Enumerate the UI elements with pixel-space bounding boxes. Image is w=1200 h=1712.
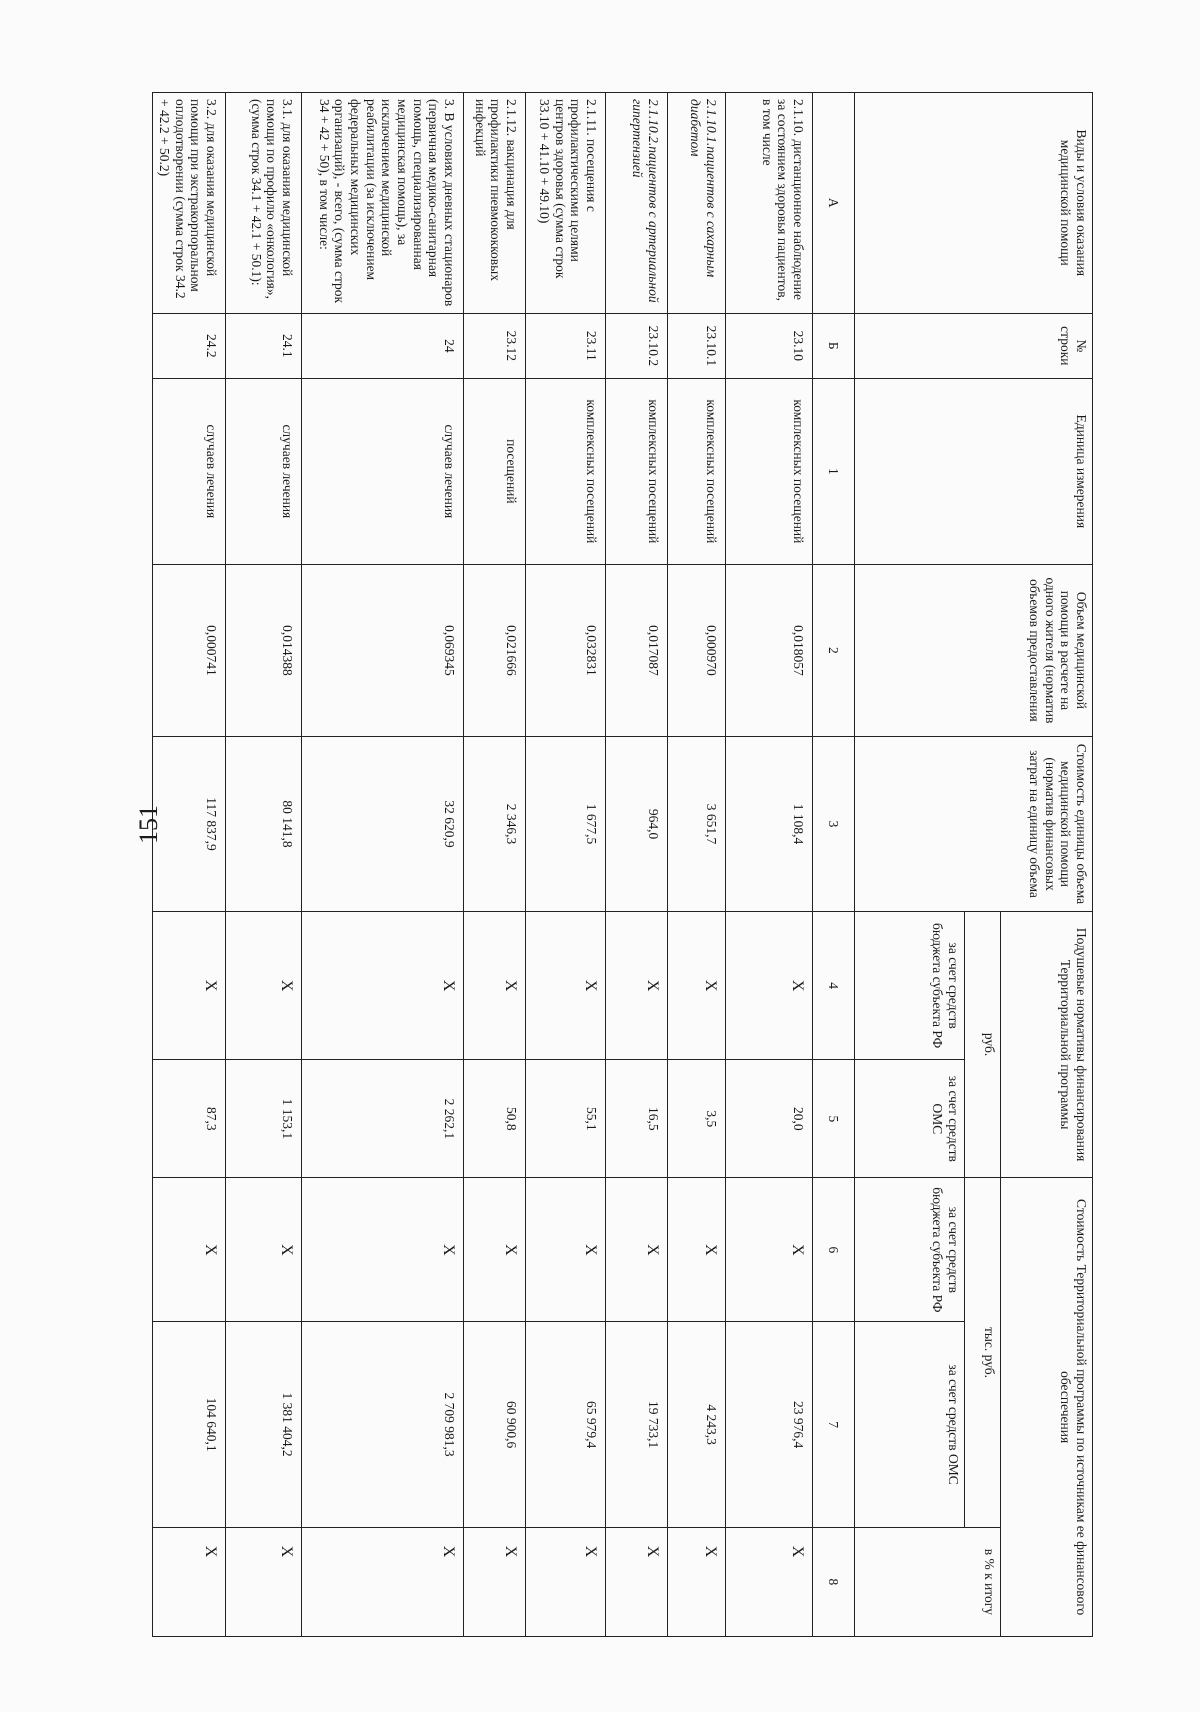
header-oms-cost: за счет средств ОМС xyxy=(855,1322,965,1527)
row-unit: случаев лечения xyxy=(302,379,464,565)
row-oms-norm: 55,1 xyxy=(526,1060,606,1178)
row-number: 23.10.2 xyxy=(606,313,668,379)
row-unit: комплексных посещений xyxy=(606,379,668,565)
column-number: 5 xyxy=(813,1060,855,1178)
row-volume: 0,000970 xyxy=(668,564,726,737)
column-number: 8 xyxy=(813,1527,855,1636)
row-oms-norm: 2 262,1 xyxy=(302,1060,464,1178)
row-number: 23.12 xyxy=(464,313,526,379)
row-percent: X xyxy=(153,1527,226,1636)
column-number: 6 xyxy=(813,1178,855,1322)
header-unit-cost: Стоимость единицы объема медицинской помощи (норматив финансовых затрат на единицу объема xyxy=(855,737,1093,912)
row-number: 23.10 xyxy=(726,313,813,379)
header-unit: Единица измерения xyxy=(855,379,1093,565)
table-row xyxy=(153,93,226,1637)
header-row-no: № строки xyxy=(855,313,1093,379)
row-percent: X xyxy=(606,1527,668,1636)
row-oms-norm: 3,5 xyxy=(668,1060,726,1178)
header-unit-thousand-rub: тыс. руб. xyxy=(965,1178,1001,1527)
row-name: 2.1.10.1.пациентов с сахарным диабетом xyxy=(668,93,726,314)
row-unit-cost: 1 108,4 xyxy=(726,737,813,912)
row-name: 2.1.10.2.пациентов с артериальной гипертензией xyxy=(606,93,668,314)
header-budget-cost: за счет средств бюджета субъекта РФ xyxy=(855,1178,965,1322)
row-name: 2.1.10. дистанционное наблюдение за состоянием здоровья пациентов, в том числе xyxy=(726,93,813,314)
row-unit: комплексных посещений xyxy=(726,379,813,565)
row-oms-cost: 65 979,4 xyxy=(526,1322,606,1527)
row-percent: X xyxy=(464,1527,526,1636)
table-row xyxy=(302,93,464,1637)
row-percent: X xyxy=(226,1527,302,1636)
table-row xyxy=(464,93,526,1637)
row-name: 3.1. для оказания медицинской помощи по профилю «онкология», (сумма строк 34.1 + 42.1 + 50.1): xyxy=(226,93,302,314)
row-budget-cost: X xyxy=(606,1178,668,1322)
header-volume: Объем медицинской помощи в расчете на одного жителя (норматив объемов предоставления xyxy=(855,564,1093,737)
column-number: 1 xyxy=(813,379,855,565)
row-name: 3. В условиях дневных стационаров (первичная медико-санитарная помощь, специализированная медицинская помощь), за исключением медицинской реабилитации (за исключением федеральных медицинских организаций), - всего, (сумма строк 34 + 42 + 50), в том числе: xyxy=(302,93,464,314)
row-budget-norm: X xyxy=(153,911,226,1059)
table-row xyxy=(606,93,668,1637)
row-unit-cost: 2 346,3 xyxy=(464,737,526,912)
row-budget-cost: X xyxy=(464,1178,526,1322)
row-budget-norm: X xyxy=(302,911,464,1059)
row-unit-cost: 1 677,5 xyxy=(526,737,606,912)
row-unit-cost: 3 651,7 xyxy=(668,737,726,912)
row-oms-norm: 16,5 xyxy=(606,1060,668,1178)
header-budget-norm: за счет средств бюджета субъекта РФ xyxy=(855,911,965,1059)
header-per-capita-group: Подушевые нормативы финансирования Территориальной программы xyxy=(1001,911,1093,1177)
row-oms-norm: 87,3 xyxy=(153,1060,226,1178)
column-number: 4 xyxy=(813,911,855,1059)
row-number: 24 xyxy=(302,313,464,379)
row-oms-norm: 50,8 xyxy=(464,1060,526,1178)
table-row xyxy=(668,93,726,1637)
header-program-cost-group: Стоимость Территориальной программы по источникам ее финансового обеспечения xyxy=(1001,1178,1093,1637)
row-budget-cost: X xyxy=(726,1178,813,1322)
row-volume: 0,000741 xyxy=(153,564,226,737)
financing-table xyxy=(152,92,1093,1637)
page-number: 151 xyxy=(134,805,163,844)
row-budget-norm: X xyxy=(668,911,726,1059)
header-percent-total: в % к итогу xyxy=(855,1527,1001,1636)
row-unit: случаев лечения xyxy=(226,379,302,565)
row-number: 24.2 xyxy=(153,313,226,379)
table-row xyxy=(726,93,813,1637)
row-unit: комплексных посещений xyxy=(668,379,726,565)
row-unit-cost: 117 837,9 xyxy=(153,737,226,912)
column-number: Б xyxy=(813,313,855,379)
row-name: 2.1.11. посещения с профилактическими целями центров здоровья (сумма строк 33.10 + 41.10 + 49.10) xyxy=(526,93,606,314)
row-number: 23.10.1 xyxy=(668,313,726,379)
row-percent: X xyxy=(726,1527,813,1636)
row-oms-norm: 1 153,1 xyxy=(226,1060,302,1178)
row-unit: случаев лечения xyxy=(153,379,226,565)
row-budget-cost: X xyxy=(668,1178,726,1322)
row-budget-norm: X xyxy=(606,911,668,1059)
row-oms-cost: 2 709 981,3 xyxy=(302,1322,464,1527)
row-budget-norm: X xyxy=(464,911,526,1059)
row-budget-cost: X xyxy=(226,1178,302,1322)
row-volume: 0,021666 xyxy=(464,564,526,737)
row-oms-cost: 4 243,3 xyxy=(668,1322,726,1527)
row-volume: 0,017087 xyxy=(606,564,668,737)
row-oms-norm: 20,0 xyxy=(726,1060,813,1178)
row-oms-cost: 19 733,1 xyxy=(606,1322,668,1527)
row-oms-cost: 104 640,1 xyxy=(153,1322,226,1527)
table-row xyxy=(226,93,302,1637)
row-unit-cost: 80 141,8 xyxy=(226,737,302,912)
row-percent: X xyxy=(302,1527,464,1636)
header-unit-rub: руб. xyxy=(965,911,1001,1177)
row-percent: X xyxy=(668,1527,726,1636)
column-number: 2 xyxy=(813,564,855,737)
row-budget-cost: X xyxy=(302,1178,464,1322)
column-number: А xyxy=(813,93,855,314)
row-number: 23.11 xyxy=(526,313,606,379)
row-unit-cost: 964,0 xyxy=(606,737,668,912)
row-budget-norm: X xyxy=(526,911,606,1059)
row-percent: X xyxy=(526,1527,606,1636)
rotated-table-container xyxy=(157,92,1093,1637)
row-volume: 0,032831 xyxy=(526,564,606,737)
row-budget-cost: X xyxy=(526,1178,606,1322)
row-unit: комплексных посещений xyxy=(526,379,606,565)
row-volume: 0,069345 xyxy=(302,564,464,737)
row-oms-cost: 23 976,4 xyxy=(726,1322,813,1527)
row-volume: 0,018057 xyxy=(726,564,813,737)
row-budget-norm: X xyxy=(726,911,813,1059)
row-unit: посещений xyxy=(464,379,526,565)
row-budget-norm: X xyxy=(226,911,302,1059)
row-name: 2.1.12. вакцинация для профилактики пневмококковых инфекций xyxy=(464,93,526,314)
table-body xyxy=(153,93,813,1637)
row-budget-cost: X xyxy=(153,1178,226,1322)
table-row xyxy=(526,93,606,1637)
row-oms-cost: 1 381 404,2 xyxy=(226,1322,302,1527)
row-volume: 0,014388 xyxy=(226,564,302,737)
column-number: 7 xyxy=(813,1322,855,1527)
row-number: 24.1 xyxy=(226,313,302,379)
row-unit-cost: 32 620,9 xyxy=(302,737,464,912)
row-name: 3.2. для оказания медицинской помощи при экстракорпоральном оплодотворении (сумма строк 34.2 + 42.2 + 50.2) xyxy=(153,93,226,314)
column-number: 3 xyxy=(813,737,855,912)
header-oms-norm: за счет средств ОМС xyxy=(855,1060,965,1178)
header-kind: Виды и условия оказания медицинской помощи xyxy=(855,93,1093,314)
row-oms-cost: 60 900,6 xyxy=(464,1322,526,1527)
